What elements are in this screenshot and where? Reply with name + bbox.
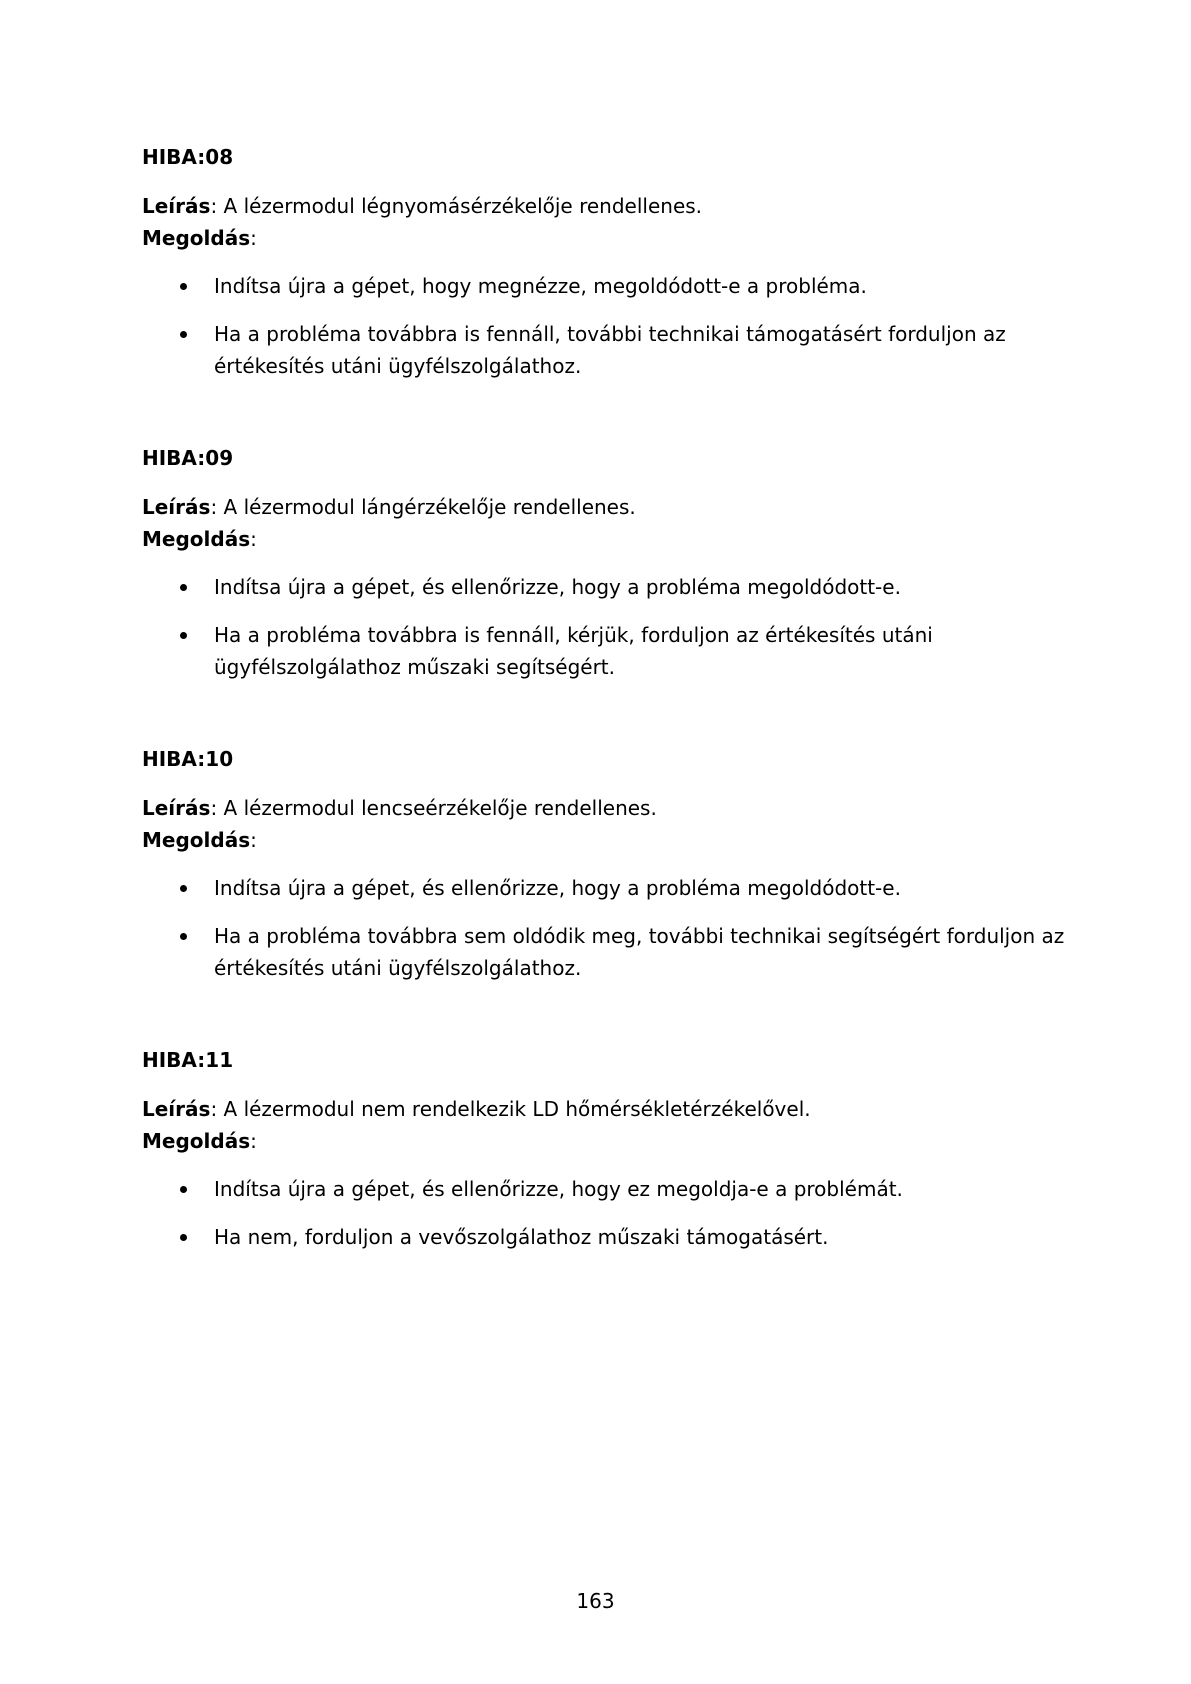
solution-colon: :	[250, 1129, 257, 1153]
description-line	[142, 792, 1072, 824]
description-line	[142, 190, 1072, 222]
solution-label: Megoldás	[142, 1129, 251, 1153]
solution-line	[142, 222, 1072, 254]
description-label: Leírás	[142, 1097, 211, 1121]
error-section	[142, 443, 1072, 699]
step-text: Indítsa újra a gépet, és ellenőrizze, hogy ez megoldja-e a problémát.	[214, 1177, 903, 1201]
bullet-icon	[180, 283, 187, 290]
solution-colon: :	[250, 226, 257, 250]
step-text: Indítsa újra a gépet, és ellenőrizze, hogy a probléma megoldódott-e.	[214, 575, 901, 599]
solution-label: Megoldás	[142, 828, 251, 852]
error-section	[142, 744, 1072, 1000]
solution-line	[142, 824, 1072, 856]
description-label: Leírás	[142, 796, 211, 820]
bullet-icon	[180, 584, 187, 591]
bullet-icon	[180, 331, 187, 338]
page-number: 163	[576, 1589, 615, 1613]
description-label: Leírás	[142, 194, 211, 218]
solution-colon: :	[250, 527, 257, 551]
error-code: HIBA:10	[142, 747, 234, 771]
solution-label: Megoldás	[142, 226, 251, 250]
bullet-icon	[180, 885, 187, 892]
step-text: Indítsa újra a gépet, hogy megnézze, megoldódott-e a probléma.	[214, 274, 867, 298]
solution-step	[142, 872, 1072, 904]
step-text: Ha a probléma továbbra is fennáll, további technikai támogatásért forduljon az értékesítés utáni ügyfélszolgálathoz.	[214, 322, 1006, 378]
error-section	[142, 142, 1072, 398]
description-line	[142, 1093, 1072, 1125]
solution-step	[142, 571, 1072, 603]
description-text: : A lézermodul nem rendelkezik LD hőmérsékletérzékelővel.	[210, 1097, 811, 1121]
error-code: HIBA:08	[142, 145, 234, 169]
description-line	[142, 491, 1072, 523]
description-label: Leírás	[142, 495, 211, 519]
description-text: : A lézermodul légnyomásérzékelője rendellenes.	[210, 194, 703, 218]
solution-step	[142, 318, 1072, 382]
solution-steps	[142, 270, 1072, 382]
bullet-icon	[180, 632, 187, 639]
step-text: Ha nem, forduljon a vevőszolgálathoz műszaki támogatásért.	[214, 1225, 829, 1249]
bullet-icon	[180, 933, 187, 940]
bullet-icon	[180, 1234, 187, 1241]
description-text: : A lézermodul lángérzékelője rendellenes.	[210, 495, 636, 519]
error-section	[142, 1045, 1072, 1269]
step-text: Indítsa újra a gépet, és ellenőrizze, hogy a probléma megoldódott-e.	[214, 876, 901, 900]
solution-label: Megoldás	[142, 527, 251, 551]
solution-steps	[142, 571, 1072, 683]
solution-step	[142, 920, 1072, 984]
solution-step	[142, 619, 1072, 683]
step-text: Ha a probléma továbbra sem oldódik meg, további technikai segítségért forduljon az értékesítés utáni ügyfélszolgálathoz.	[214, 924, 1065, 980]
solution-line	[142, 523, 1072, 555]
error-code: HIBA:11	[142, 1048, 234, 1072]
error-code: HIBA:09	[142, 446, 234, 470]
solution-step	[142, 1173, 1072, 1205]
solution-step	[142, 1221, 1072, 1253]
solution-steps	[142, 1173, 1072, 1253]
step-text: Ha a probléma továbbra is fennáll, kérjük, forduljon az értékesítés utáni ügyfélszolgálathoz műszaki segítségért.	[214, 623, 933, 679]
solution-colon: :	[250, 828, 257, 852]
solution-step	[142, 270, 1072, 302]
description-text: : A lézermodul lencseérzékelője rendellenes.	[210, 796, 657, 820]
bullet-icon	[180, 1186, 187, 1193]
solution-line	[142, 1125, 1072, 1157]
solution-steps	[142, 872, 1072, 984]
